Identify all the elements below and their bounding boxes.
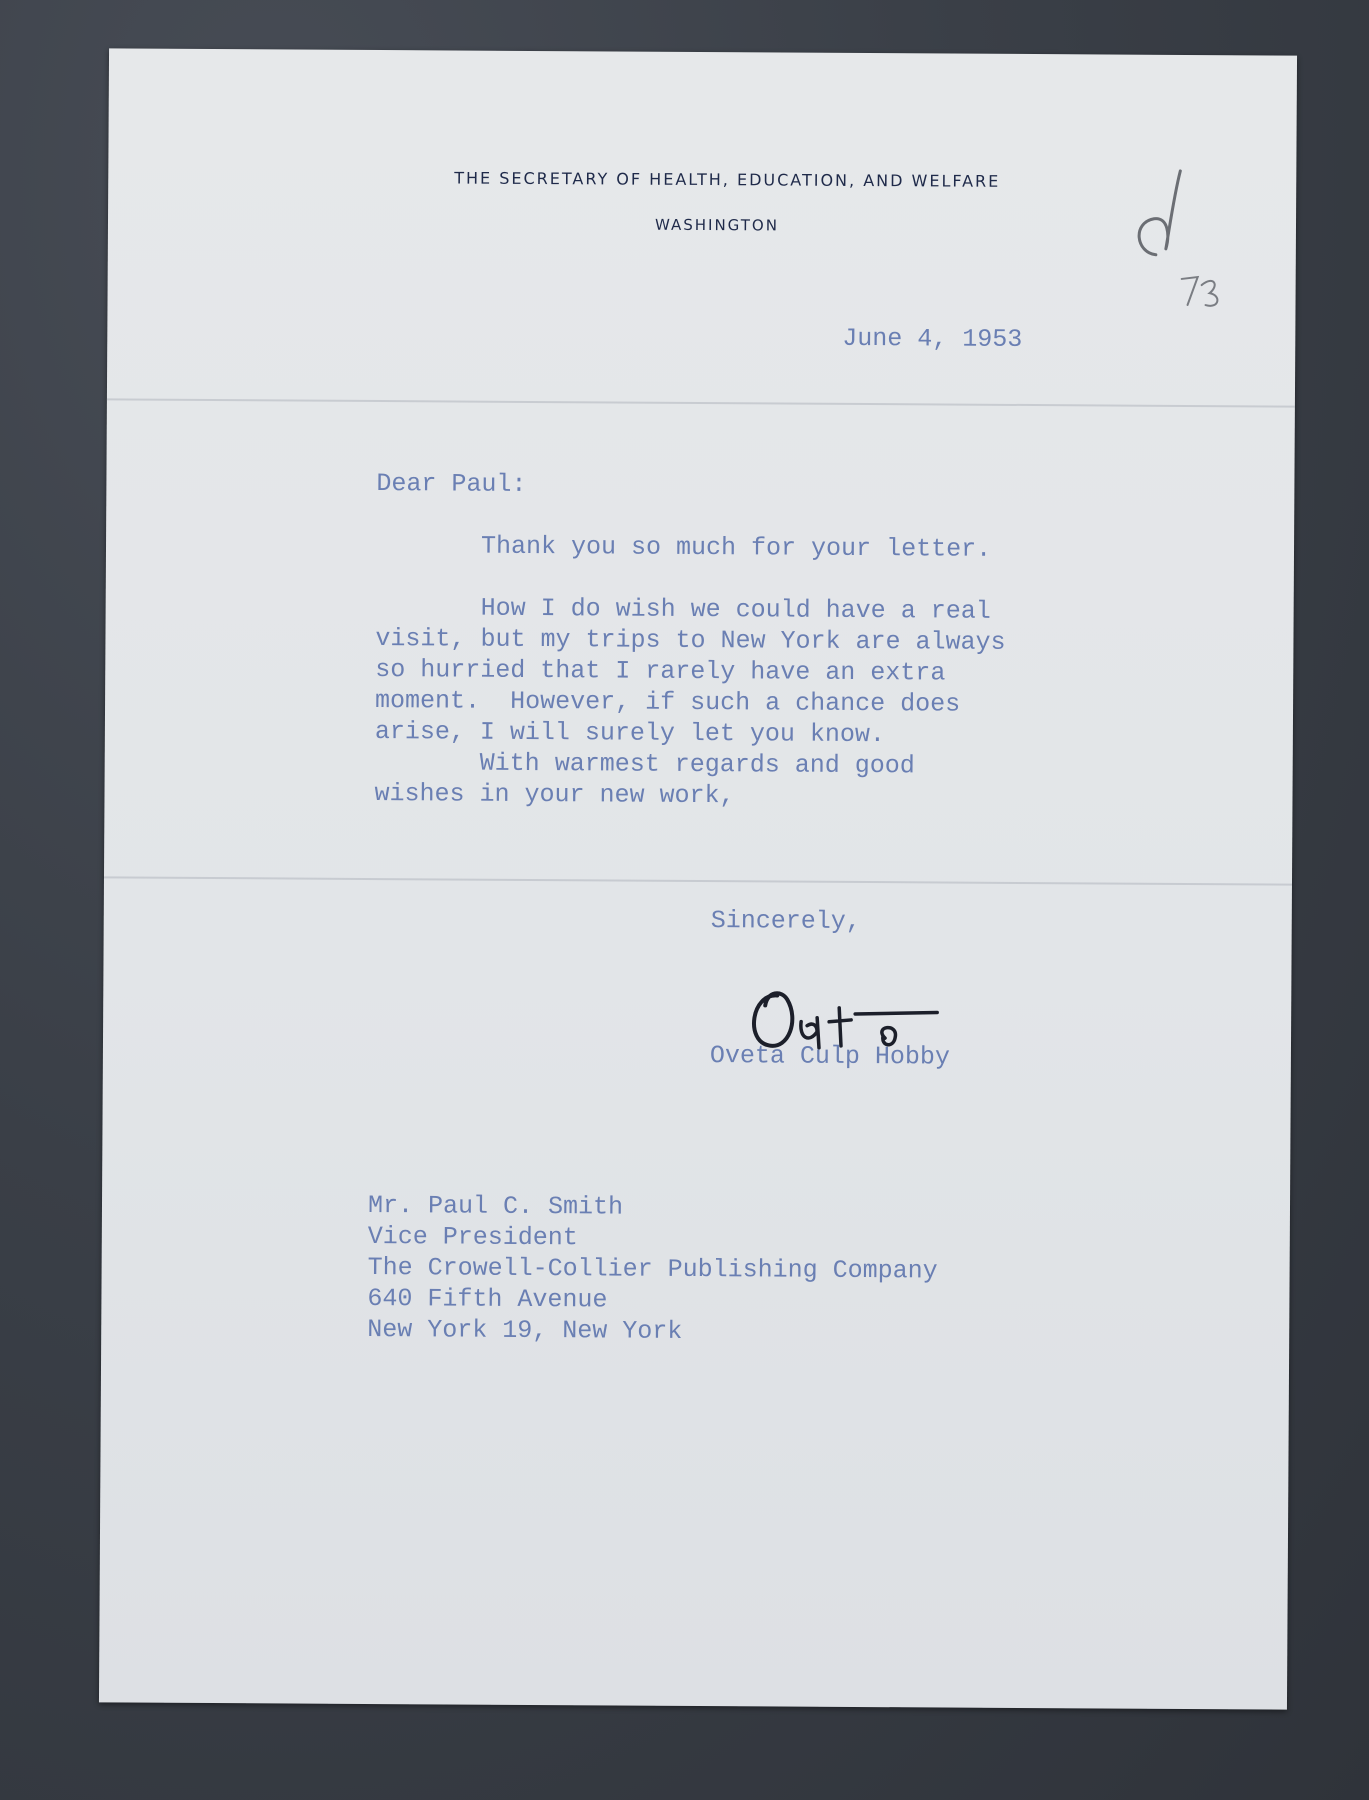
fold-line [104, 876, 1292, 885]
salutation: Dear Paul: [376, 469, 527, 499]
closing: Sincerely, [710, 906, 861, 936]
letter-sheet [99, 48, 1297, 1709]
recipient-address [367, 1190, 938, 1348]
letterhead-title: THE SECRETARY OF HEALTH, EDUCATION, AND WELFARE [454, 168, 1001, 191]
address-line: The Crowell-Collier Publishing Company [367, 1252, 938, 1286]
address-line: 640 Fifth Avenue [367, 1283, 608, 1315]
letter-date: June 4, 1953 [842, 323, 1023, 354]
signer-name: Oveta Culp Hobby [709, 1041, 951, 1072]
letterhead-city: WASHINGTON [654, 215, 780, 235]
address-line: Mr. Paul C. Smith [367, 1190, 624, 1222]
body-paragraph: How I do wish we could have a real visit, but my trips to New York are always so hurried that I rarely have an extra moment. However, if such a chance does arise, I will surely let you know. [374, 593, 1006, 750]
fold-line [107, 398, 1295, 407]
pencil-annotation [1117, 145, 1228, 316]
body-paragraph: Thank you so much for your letter. [375, 531, 992, 564]
address-line: Vice President [367, 1221, 578, 1253]
address-line: New York 19, New York [367, 1314, 683, 1346]
body-paragraph: With warmest regards and good wishes in your new work, [374, 748, 915, 811]
